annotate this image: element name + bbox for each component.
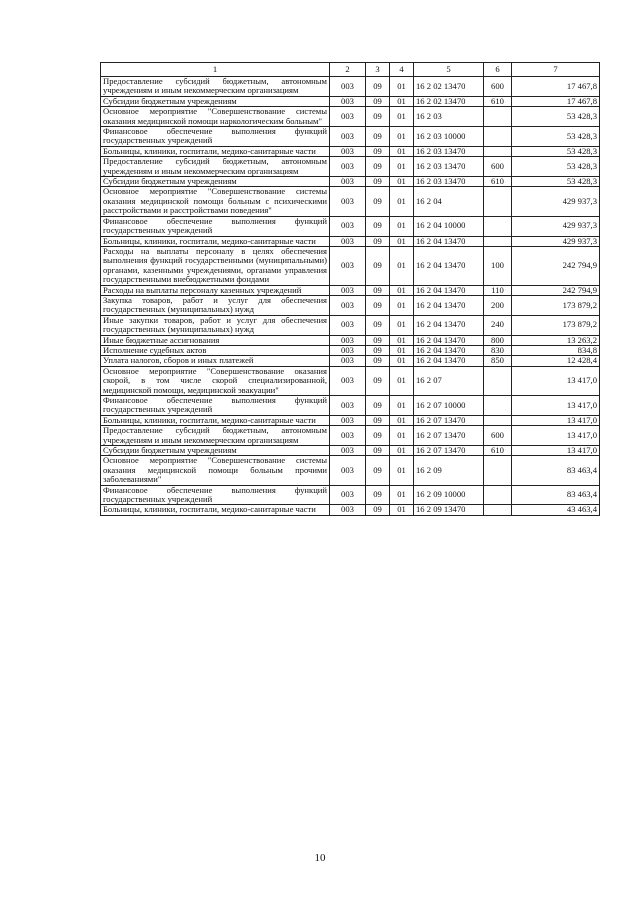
table-row: [101, 127, 600, 147]
subsection-code: 01: [390, 96, 414, 106]
target-article-code: 16 2 03 10000: [414, 127, 484, 147]
section-code: 09: [366, 505, 390, 515]
expense-type-code: 200: [484, 295, 512, 315]
table-row: [101, 485, 600, 505]
subsection-code: 01: [390, 77, 414, 97]
ministry-code: 003: [330, 315, 366, 335]
subsection-code: 01: [390, 505, 414, 515]
column-header: 2: [330, 63, 366, 77]
ministry-code: 003: [330, 456, 366, 485]
ministry-code: 003: [330, 335, 366, 345]
target-article-code: 16 2 03 13470: [414, 157, 484, 177]
table-row: [101, 187, 600, 216]
row-name: Больницы, клиники, госпитали, медико-санитарные части: [101, 146, 330, 156]
target-article-code: 16 2 07: [414, 366, 484, 395]
table-row: [101, 236, 600, 246]
subsection-code: 01: [390, 107, 414, 127]
ministry-code: 003: [330, 157, 366, 177]
section-code: 09: [366, 295, 390, 315]
ministry-code: 003: [330, 366, 366, 395]
row-name: Иные закупки товаров, работ и услуг для обеспечения государственных (муниципальных) нужд: [101, 315, 330, 335]
table-row: [101, 396, 600, 416]
amount: 17 467,8: [512, 77, 600, 97]
target-article-code: 16 2 04 13470: [414, 236, 484, 246]
section-code: 09: [366, 456, 390, 485]
target-article-code: 16 2 09 13470: [414, 505, 484, 515]
target-article-code: 16 2 04 13470: [414, 246, 484, 285]
expense-type-code: 100: [484, 246, 512, 285]
expense-type-code: [484, 216, 512, 236]
section-code: 09: [366, 127, 390, 147]
subsection-code: 01: [390, 127, 414, 147]
ministry-code: 003: [330, 177, 366, 187]
target-article-code: 16 2 03 13470: [414, 146, 484, 156]
amount: 53 428,3: [512, 146, 600, 156]
table-row: [101, 426, 600, 446]
expense-type-code: 610: [484, 177, 512, 187]
amount: 17 467,8: [512, 96, 600, 106]
amount: 83 463,4: [512, 456, 600, 485]
subsection-code: 01: [390, 335, 414, 345]
expense-type-code: 600: [484, 157, 512, 177]
ministry-code: 003: [330, 396, 366, 416]
amount: 53 428,3: [512, 107, 600, 127]
table-row: [101, 216, 600, 236]
amount: 13 263,2: [512, 335, 600, 345]
section-code: 09: [366, 107, 390, 127]
table-row: [101, 157, 600, 177]
section-code: 09: [366, 246, 390, 285]
section-code: 09: [366, 426, 390, 446]
amount: 83 463,4: [512, 485, 600, 505]
table-row: [101, 415, 600, 425]
section-code: 09: [366, 285, 390, 295]
target-article-code: 16 2 07 13470: [414, 446, 484, 456]
row-name: Уплата налогов, сборов и иных платежей: [101, 356, 330, 366]
row-name: Исполнение судебных актов: [101, 345, 330, 355]
amount: 53 428,3: [512, 177, 600, 187]
column-header: 7: [512, 63, 600, 77]
expense-type-code: [484, 505, 512, 515]
amount: 53 428,3: [512, 157, 600, 177]
table-row: [101, 285, 600, 295]
ministry-code: 003: [330, 127, 366, 147]
expense-type-code: [484, 415, 512, 425]
table-row: [101, 246, 600, 285]
amount: 429 937,3: [512, 236, 600, 246]
target-article-code: 16 2 03: [414, 107, 484, 127]
target-article-code: 16 2 03 13470: [414, 177, 484, 187]
row-name: Предоставление субсидий бюджетным, автономным учреждениям и иным некоммерческим организациям: [101, 426, 330, 446]
subsection-code: 01: [390, 485, 414, 505]
section-code: 09: [366, 335, 390, 345]
subsection-code: 01: [390, 315, 414, 335]
subsection-code: 01: [390, 415, 414, 425]
amount: 242 794,9: [512, 246, 600, 285]
expense-type-code: [484, 485, 512, 505]
target-article-code: 16 2 04 10000: [414, 216, 484, 236]
table-row: [101, 177, 600, 187]
target-article-code: 16 2 09: [414, 456, 484, 485]
expense-type-code: [484, 107, 512, 127]
amount: 13 417,0: [512, 446, 600, 456]
table-row: [101, 146, 600, 156]
row-name: Основное мероприятие "Совершенствование системы оказания медицинской помощи наркологическим больным": [101, 107, 330, 127]
amount: 13 417,0: [512, 415, 600, 425]
subsection-code: 01: [390, 446, 414, 456]
row-name: Финансовое обеспечение выполнения функций государственных учреждений: [101, 216, 330, 236]
section-code: 09: [366, 216, 390, 236]
amount: 834,8: [512, 345, 600, 355]
section-code: 09: [366, 356, 390, 366]
expense-type-code: 800: [484, 335, 512, 345]
amount: 13 417,0: [512, 426, 600, 446]
row-name: Больницы, клиники, госпитали, медико-санитарные части: [101, 505, 330, 515]
table-body: [101, 77, 600, 516]
column-header: 3: [366, 63, 390, 77]
row-name: Расходы на выплаты персоналу в целях обеспечения выполнения функций государственными (муниципальными) органами, казенными учреждениями, органами управления государственными внебюджетными фондами: [101, 246, 330, 285]
target-article-code: 16 2 07 13470: [414, 426, 484, 446]
ministry-code: 003: [330, 285, 366, 295]
amount: 53 428,3: [512, 127, 600, 147]
target-article-code: 16 2 04 13470: [414, 315, 484, 335]
expense-type-code: 830: [484, 345, 512, 355]
row-name: Финансовое обеспечение выполнения функций государственных учреждений: [101, 485, 330, 505]
expense-type-code: [484, 456, 512, 485]
target-article-code: 16 2 04: [414, 187, 484, 216]
subsection-code: 01: [390, 366, 414, 395]
section-code: 09: [366, 146, 390, 156]
section-code: 09: [366, 187, 390, 216]
section-code: 09: [366, 157, 390, 177]
ministry-code: 003: [330, 485, 366, 505]
subsection-code: 01: [390, 177, 414, 187]
table-row: [101, 446, 600, 456]
row-name: Субсидии бюджетным учреждениям: [101, 446, 330, 456]
ministry-code: 003: [330, 295, 366, 315]
section-code: 09: [366, 315, 390, 335]
row-name: Основное мероприятие "Совершенствование оказания скорой, в том числе скорой специализированной, медицинской помощи, медицинской эвакуации": [101, 366, 330, 395]
subsection-code: 01: [390, 236, 414, 246]
subsection-code: 01: [390, 396, 414, 416]
subsection-code: 01: [390, 146, 414, 156]
row-name: Предоставление субсидий бюджетным, автономным учреждениям и иным некоммерческим организациям: [101, 157, 330, 177]
page-number: 10: [314, 852, 326, 864]
subsection-code: 01: [390, 426, 414, 446]
subsection-code: 01: [390, 456, 414, 485]
ministry-code: 003: [330, 96, 366, 106]
expense-type-code: 600: [484, 77, 512, 97]
amount: 242 794,9: [512, 285, 600, 295]
section-code: 09: [366, 446, 390, 456]
subsection-code: 01: [390, 187, 414, 216]
expense-type-code: 240: [484, 315, 512, 335]
row-name: Основное мероприятие "Совершенствование системы оказания медицинской помощи больным с психическими расстройствами и расстройствами поведения": [101, 187, 330, 216]
ministry-code: 003: [330, 107, 366, 127]
target-article-code: 16 2 04 13470: [414, 345, 484, 355]
ministry-code: 003: [330, 77, 366, 97]
amount: 429 937,3: [512, 216, 600, 236]
table-row: [101, 96, 600, 106]
row-name: Расходы на выплаты персоналу казенных учреждений: [101, 285, 330, 295]
column-header: 4: [390, 63, 414, 77]
row-name: Больницы, клиники, госпитали, медико-санитарные части: [101, 236, 330, 246]
row-name: Закупка товаров, работ и услуг для обеспечения государственных (муниципальных) нужд: [101, 295, 330, 315]
section-code: 09: [366, 236, 390, 246]
table-row: [101, 366, 600, 395]
amount: 12 428,4: [512, 356, 600, 366]
ministry-code: 003: [330, 146, 366, 156]
ministry-code: 003: [330, 415, 366, 425]
expense-type-code: [484, 366, 512, 395]
section-code: 09: [366, 177, 390, 187]
ministry-code: 003: [330, 505, 366, 515]
target-article-code: 16 2 04 13470: [414, 285, 484, 295]
section-code: 09: [366, 415, 390, 425]
expense-type-code: [484, 146, 512, 156]
table-row: [101, 335, 600, 345]
table-row: [101, 456, 600, 485]
expense-type-code: [484, 127, 512, 147]
budget-table: [100, 62, 600, 516]
header-row: [101, 63, 600, 77]
section-code: 09: [366, 396, 390, 416]
row-name: Финансовое обеспечение выполнения функций государственных учреждений: [101, 396, 330, 416]
row-name: Предоставление субсидий бюджетным, автономным учреждениям и иным некоммерческим организациям: [101, 77, 330, 97]
ministry-code: 003: [330, 356, 366, 366]
table-row: [101, 77, 600, 97]
subsection-code: 01: [390, 295, 414, 315]
amount: 173 879,2: [512, 295, 600, 315]
section-code: 09: [366, 366, 390, 395]
ministry-code: 003: [330, 236, 366, 246]
section-code: 09: [366, 485, 390, 505]
table-row: [101, 107, 600, 127]
section-code: 09: [366, 345, 390, 355]
subsection-code: 01: [390, 345, 414, 355]
row-name: Основное мероприятие "Совершенствование системы оказания медицинской помощи больным прочими заболеваниями": [101, 456, 330, 485]
target-article-code: 16 2 09 10000: [414, 485, 484, 505]
ministry-code: 003: [330, 187, 366, 216]
target-article-code: 16 2 04 13470: [414, 295, 484, 315]
section-code: 09: [366, 77, 390, 97]
subsection-code: 01: [390, 246, 414, 285]
expense-type-code: 610: [484, 96, 512, 106]
expense-type-code: 110: [484, 285, 512, 295]
target-article-code: 16 2 02 13470: [414, 77, 484, 97]
amount: 173 879,2: [512, 315, 600, 335]
amount: 13 417,0: [512, 366, 600, 395]
table-row: [101, 345, 600, 355]
row-name: Больницы, клиники, госпитали, медико-санитарные части: [101, 415, 330, 425]
ministry-code: 003: [330, 246, 366, 285]
row-name: Субсидии бюджетным учреждениям: [101, 177, 330, 187]
target-article-code: 16 2 04 13470: [414, 356, 484, 366]
table-row: [101, 505, 600, 515]
table-row: [101, 315, 600, 335]
column-header: 6: [484, 63, 512, 77]
amount: 13 417,0: [512, 396, 600, 416]
row-name: Иные бюджетные ассигнования: [101, 335, 330, 345]
row-name: Субсидии бюджетным учреждениям: [101, 96, 330, 106]
column-header: 5: [414, 63, 484, 77]
target-article-code: 16 2 02 13470: [414, 96, 484, 106]
subsection-code: 01: [390, 157, 414, 177]
expense-type-code: 850: [484, 356, 512, 366]
amount: 429 937,3: [512, 187, 600, 216]
expense-type-code: [484, 396, 512, 416]
subsection-code: 01: [390, 285, 414, 295]
expense-type-code: [484, 187, 512, 216]
expense-type-code: 610: [484, 446, 512, 456]
row-name: Финансовое обеспечение выполнения функций государственных учреждений: [101, 127, 330, 147]
ministry-code: 003: [330, 446, 366, 456]
table-row: [101, 295, 600, 315]
target-article-code: 16 2 04 13470: [414, 335, 484, 345]
ministry-code: 003: [330, 216, 366, 236]
target-article-code: 16 2 07 13470: [414, 415, 484, 425]
expense-type-code: 600: [484, 426, 512, 446]
table-row: [101, 356, 600, 366]
subsection-code: 01: [390, 356, 414, 366]
section-code: 09: [366, 96, 390, 106]
target-article-code: 16 2 07 10000: [414, 396, 484, 416]
column-header: 1: [101, 63, 330, 77]
amount: 43 463,4: [512, 505, 600, 515]
expense-type-code: [484, 236, 512, 246]
ministry-code: 003: [330, 426, 366, 446]
subsection-code: 01: [390, 216, 414, 236]
ministry-code: 003: [330, 345, 366, 355]
